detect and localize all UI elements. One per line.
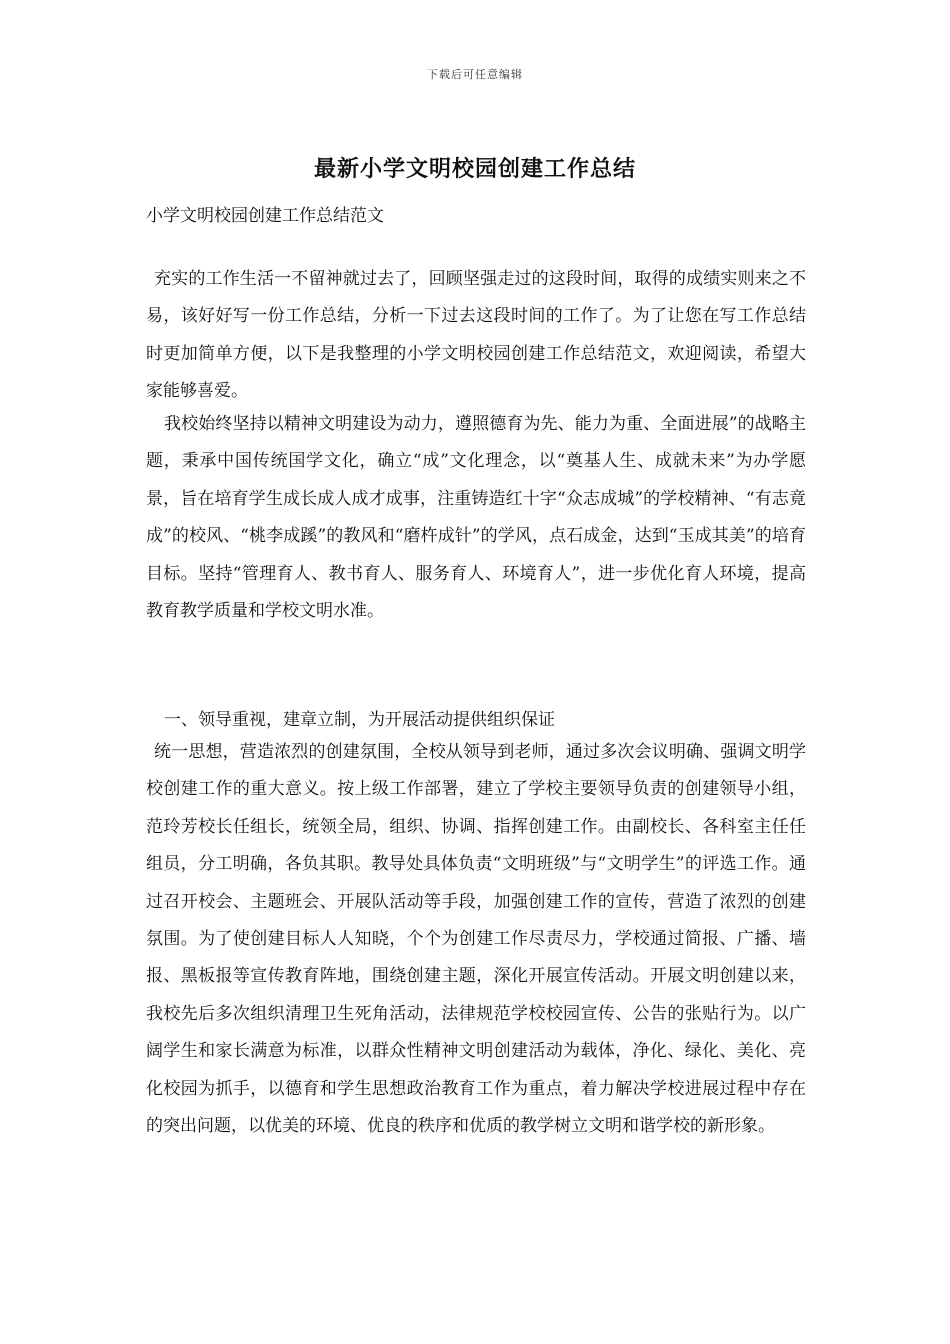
document-subtitle: 小学文明校园创建工作总结范文 xyxy=(146,206,384,226)
document-title: 最新小学文明校园创建工作总结 xyxy=(313,156,636,182)
section-1-heading: 一、领导重视，建章立制，为开展活动提供组织保证 xyxy=(164,710,555,730)
section-1-paragraph: 统一思想，营造浓烈的创建氛围，全校从领导到老师，通过多次会议明确、强调文明学校创建工作的重大意义。按上级工作部署，建立了学校主要领导负责的创建领导小组，范玲芳校长任组长，统领全局，组织、协调、指挥创建工作。由副校长、各科室主任任组员，分工明确，各负其职。教导处具体负责“文明班级”与“文明学生”的评选工作。通过召开校会、主题班会、开展队活动等手段，加强创建工作的宣传，营造了浓烈的创建氛围。为了使创建目标人人知晓，个个为创建工作尽责尽力，学校通过简报、广播、墙报、黑板报等宣传教育阵地，围绕创建主题，深化开展宣传活动。开展文明创建以来，我校先后多次组织清理卫生死角活动，法律规范学校校园宣传、公告的张贴行为。以广阔学生和家长满意为标准，以群众性精神文明创建活动为载体，净化、绿化、美化、亮化校园为抓手，以德育和学生思想政治教育工作为重点，着力解决学校进展过程中存在的突出问题，以优美的环境、优良的秩序和优质的教学树立文明和谐学校的新形象。 xyxy=(146,742,806,1137)
header-note: 下载后可任意编辑 xyxy=(427,68,523,81)
intro-paragraph: 充实的工作生活一不留神就过去了，回顾坚强走过的这段时间，取得的成绩实则来之不易，该好好写一份工作总结，分析一下过去这段时间的工作了。为了让您在写工作总结时更加简单方便，以下是我整理的小学文明校园创建工作总结范文，欢迎阅读，希望大家能够喜爱。 xyxy=(146,269,806,402)
mission-paragraph: 我校始终坚持以精神文明建设为动力，遵照德育为先、能力为重、全面进展”的战略主题，秉承中国传统国学文化，确立“成”文化理念，以“奠基人生、成就未来”为办学愿景，旨在培育学生成长成人成才成事，注重铸造红十字“众志成城”的学校精神、“有志竟成”的校风、“桃李成蹊”的教风和“磨杵成针”的学风，点石成金，达到“玉成其美”的培育目标。坚持“管理育人、教书育人、服务育人、环境育人”，进一步优化育人环境，提高教育教学质量和学校文明水准。 xyxy=(146,414,806,622)
